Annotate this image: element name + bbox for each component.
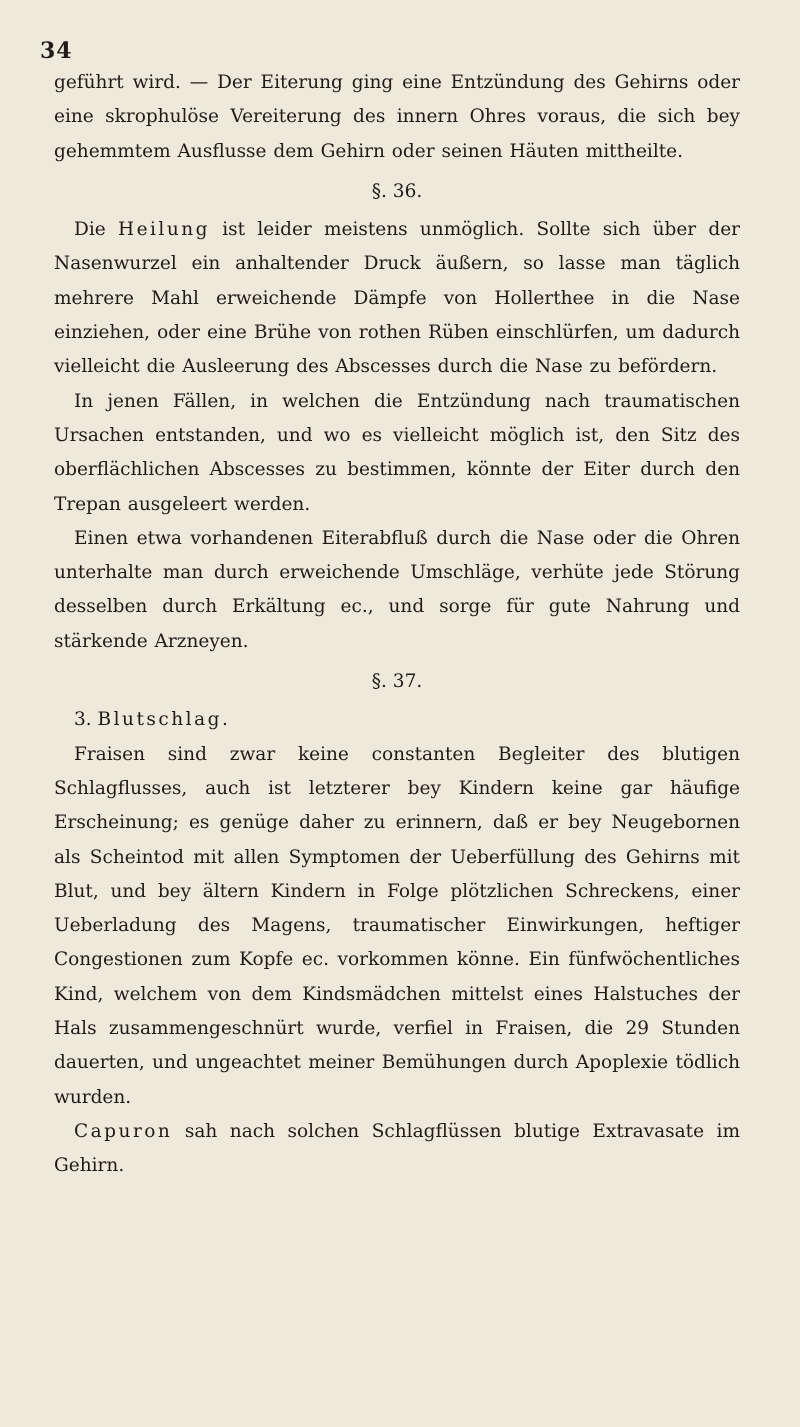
- paragraph-lead: Die: [74, 219, 106, 241]
- page-number: 34: [40, 38, 73, 64]
- paragraph-1: [54, 66, 740, 169]
- paragraph-text: sah nach solchen Schlagflüssen blutige Extravasate im Gehirn.: [54, 1120, 740, 1177]
- emphasis-name: Capuron: [74, 1120, 173, 1142]
- paragraph-text: geführt wird. — Der Eiterung ging eine Entzündung des Gehirns oder eine skrophulöse Vereiterung des innern Ohres voraus, die sich bey gehemmtem Ausflusse dem Gehirn oder seinen Häuten mittheilte.: [54, 72, 740, 162]
- paragraph-3: [54, 385, 740, 522]
- paragraph-text: ist leider meistens unmöglich. Sollte sich über der Nasenwurzel ein anhaltender Druck äußern, so lasse man täglich mehrere Mahl erweichende Dämpfe von Hollerthee in die Nase einziehen, oder eine Brühe von rothen Rüben einschlürfen, um dadurch vielleicht die Ausleerung des Abscesses durch die Nase zu befördern.: [54, 219, 741, 378]
- paragraph-5: [54, 738, 740, 1115]
- subheading-title: Blutschlag.: [97, 709, 231, 731]
- subheading-blutschlag: [54, 703, 740, 737]
- paragraph-6: [54, 1115, 740, 1184]
- paragraph-2: [54, 213, 740, 384]
- paragraph-text: Einen etwa vorhandenen Eiterabfluß durch die Nase oder die Ohren unterhalte man durch erweichende Umschläge, verhüte jede Störung desselben durch Erkältung ec., und sorge für gute Nahrung und stärkende Arzneyen.: [54, 527, 740, 652]
- paragraph-text: Fraisen sind zwar keine constanten Begleiter des blutigen Schlagflusses, auch ist letzterer bey Kindern keine gar häufige Erscheinung; es genüge daher zu erinnern, daß er bey Neugebornen als Scheintod mit allen Symptomen der Ueberfüllung des Gehirns mit Blut, und bey ältern Kindern in Folge plötzlichen Schreckens, einer Ueberladung des Magens, traumatischer Einwirkungen, heftiger Congestionen zum Kopfe ec. vorkommen könne. Ein fünfwöchentliches Kind, welchem von dem Kindsmädchen mittelst eines Halstuches der Hals zusammengeschnürt wurde, verfiel in Fraisen, die 29 Stunden dauerten, und ungeachtet meiner Bemühungen durch Apoplexie tödlich wurden.: [54, 743, 740, 1108]
- section-heading-36: §. 36.: [371, 180, 423, 202]
- paragraph-text: In jenen Fällen, in welchen die Entzündung nach traumatischen Ursachen entstanden, und wo es vielleicht möglich ist, den Sitz des oberflächlichen Abscesses zu bestimmen, könnte der Eiter durch den Trepan ausgeleert werden.: [54, 390, 740, 515]
- emphasis-term: Heilung: [117, 219, 211, 241]
- paragraph-4: [54, 522, 740, 659]
- subheading-number: 3.: [74, 709, 92, 731]
- section-heading-37: §. 37.: [371, 671, 423, 693]
